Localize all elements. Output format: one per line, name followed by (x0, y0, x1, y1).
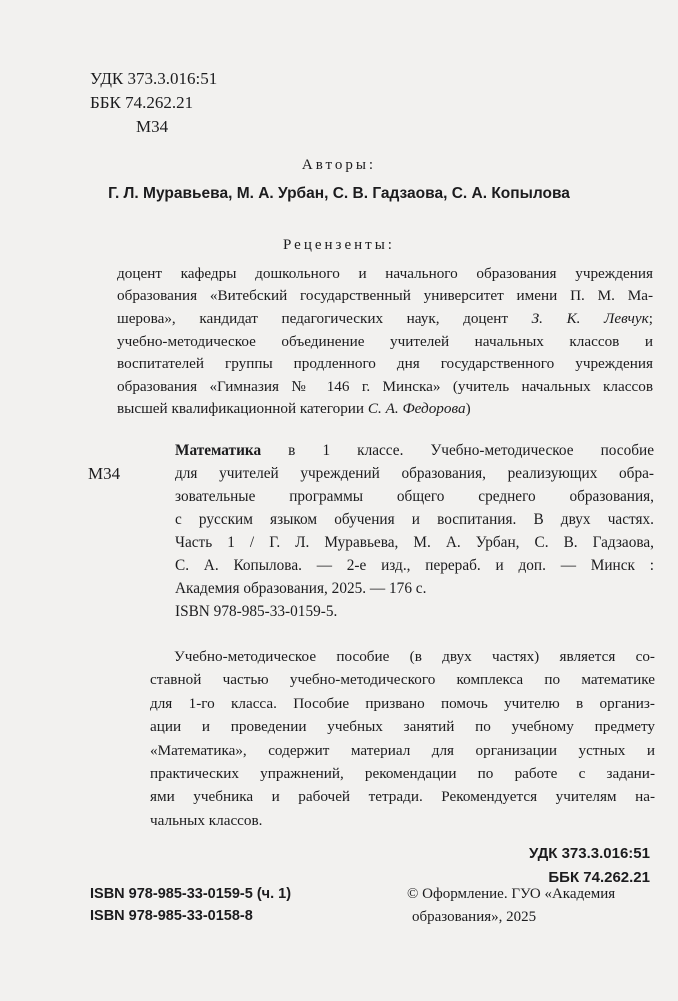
annotation-line: Учебно-методическое пособие (в двух частях) является со- (174, 648, 655, 665)
biblio-isbn: ISBN 978-985-33-0159-5. (175, 603, 338, 620)
biblio-title: Математика (175, 442, 262, 459)
reviewer-1-line: доцент кафедры дошкольного и начального образования учреждения (117, 265, 653, 282)
reviewer-1-line (117, 308, 653, 330)
bibliographic-record (175, 439, 654, 623)
reviewer-1-tail: ; (648, 309, 653, 327)
reviewer-2-line: учебно-методическое объединение учителей начальных классов и (117, 333, 653, 350)
annotation-line: ставной частью учебно-методического комплекса по математике (150, 671, 655, 689)
authors-names: Г. Л. Муравьева, М. А. Урбан, С. В. Гадзаова, С. А. Копылова (108, 185, 570, 202)
biblio-line: Часть 1 / Г. Л. Муравьева, М. А. Урбан, С. В. Гадзаова, (175, 534, 654, 551)
biblio-line: с русским языком обучения и воспитания. В двух частях. (175, 511, 654, 528)
reviewer-1 (117, 263, 653, 330)
biblio-line: зовательные программы общего среднего образования, (175, 488, 654, 505)
bbk-code-bottom: ББК 74.262.21 (548, 869, 650, 886)
copyright-line: © Оформление. ГУО «Академия (407, 886, 616, 902)
udk-code-bottom: УДК 373.3.016:51 (529, 845, 650, 862)
reviewer-1-name: З. К. Левчук (531, 309, 649, 327)
isbn-set: ISBN 978-985-33-0158-8 (90, 908, 253, 924)
annotation-line: практических упражнений, рекомендации по работе с задани- (150, 765, 655, 783)
biblio-side-code: М34 (88, 464, 121, 483)
bbk-code: ББК 74.262.21 (90, 93, 194, 112)
annotation (150, 645, 655, 832)
udk-block-top (90, 67, 217, 139)
annotation-line: «Математика», содержит материал для организации устных и (150, 741, 655, 759)
reviewer-2-tail: ) (465, 400, 471, 418)
reviewer-2 (117, 331, 653, 421)
biblio-line: С. А. Копылова. — 2-е изд., перераб. и доп. — Минск : (175, 557, 654, 574)
biblio-line (175, 439, 654, 462)
reviewer-2-line (117, 398, 653, 420)
reviewer-1-line: образования «Витебский государственный университет имени П. М. Ма- (117, 287, 653, 305)
copyright-notice (407, 883, 615, 928)
reviewer-2-line: воспитателей группы продленного дня государственного учреждения (117, 355, 653, 373)
isbn-block (90, 883, 291, 927)
isbn-part-1: ISBN 978-985-33-0159-5 (ч. 1) (90, 886, 292, 902)
authors-label: Авторы: (301, 157, 377, 173)
reviewer-2-text: высшей квалификационной категории (117, 400, 368, 418)
udk-code: УДК 373.3.016:51 (90, 69, 218, 88)
copyright-line: образования», 2025 (412, 908, 537, 925)
reviewer-2-name: С. А. Федорова (367, 400, 466, 418)
biblio-title-rest: в 1 классе. Учебно-методическое пособие (261, 442, 654, 459)
biblio-line: для учителей учреждений образования, реализующих обра- (175, 465, 654, 482)
annotation-line: для 1-го класса. Пособие призвано помочь учителю в организ- (150, 694, 655, 712)
reviewer-2-line: образования «Гимназия № 146 г. Минска» (учитель начальных классов (117, 377, 653, 395)
reviewer-1-text: шерова», кандидат педагогических наук, доцент (117, 309, 532, 327)
biblio-line: Академия образования, 2025. — 176 с. (175, 580, 427, 597)
annotation-line: чальных классов. (150, 811, 263, 829)
reviewers-label: Рецензенты: (283, 237, 395, 253)
annotation-line: ями учебника и рабочей тетради. Рекомендуется учителям на- (150, 788, 655, 806)
annotation-line: ации и проведении учебных занятий по учебному предмету (150, 718, 655, 736)
author-sign: М34 (136, 117, 169, 136)
